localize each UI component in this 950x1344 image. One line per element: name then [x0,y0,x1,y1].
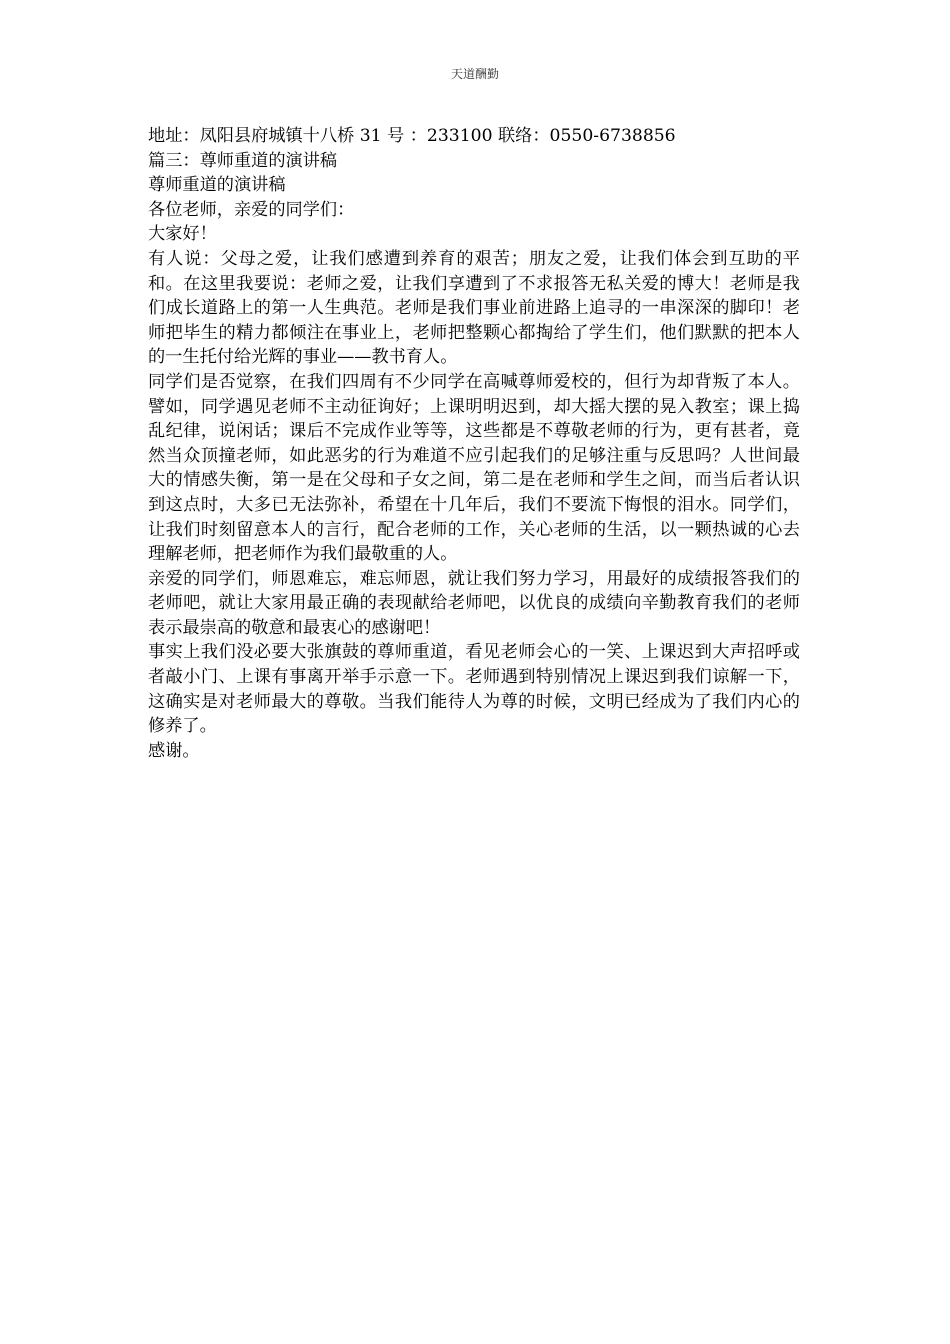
section-heading: 篇三：尊师重道的演讲稿 [148,150,338,171]
paragraph: 亲爱的同学们，师恩难忘，难忘师恩，就让我们努力学习，用最好的成绩报答我们的老师吧，就让大家用最正确的表现献给老师吧，以优良的成绩向辛勤教育我们的老师表示最崇高的敬意和最衷心的感谢吧！ [148,568,800,638]
document-title: 尊师重道的演讲稿 [148,175,286,196]
salutation: 各位老师，亲爱的同学们： [148,199,355,220]
greeting: 大家好！ [148,224,217,245]
address-line: 地址：凤阳县府城镇十八桥 31 号 ：233100 联络：0550-6738856 [148,126,676,146]
paragraph: 同学们是否觉察，在我们四周有不少同学在高喊尊师爱校的，但行为却背叛了本人。譬如，同学遇见老师不主动征询好；上课明明迟到，却大摇大摆的晃入教室；课上捣乱纪律，说闲话；课后不完成作业等等，这些都是不尊敬老师的行为，更有甚者，竟然当众顶撞老师，如此恶劣的行为难道不应引起我们的足够注重与反思吗？人世间最大的情感失衡，第一是在父母和子女之间，第二是在老师和学生之间，而当后者认识到这点时，大多已无法弥补，希望在十几年后，我们不要流下悔恨的泪水。同学们，让我们时刻留意本人的言行，配合老师的工作，关心老师的生活，以一颗热诚的心去理解老师，把老师作为我们最敬重的人。 [148,371,800,565]
paragraph: 事实上我们没必要大张旗鼓的尊师重道，看见老师会心的一笑、上课迟到大声招呼或者敲小门、上课有事离开举手示意一下。老师遇到特别情况上课迟到我们谅解一下，这确实是对老师最大的尊敬。当我们能待人为尊的时候，文明已经成为了我们内心的修养了。 [148,642,800,737]
page-header: 天道酬勤 [450,67,499,81]
document-body [148,124,800,763]
paragraph: 有人说：父母之爱，让我们感遭到养育的艰苦；朋友之爱，让我们体会到互助的平和。在这里我要说：老师之爱，让我们享遭到了不求报答无私关爱的博大！老师是我们成长道路上的第一人生典范。老师是我们事业前进路上追寻的一串深深的脚印！老师把毕生的精力都倾注在事业上，老师把整颗心都掏给了学生们，他们默默的把本人的一生托付给光辉的事业——教书育人。 [148,248,800,368]
closing: 感谢。 [148,740,200,761]
